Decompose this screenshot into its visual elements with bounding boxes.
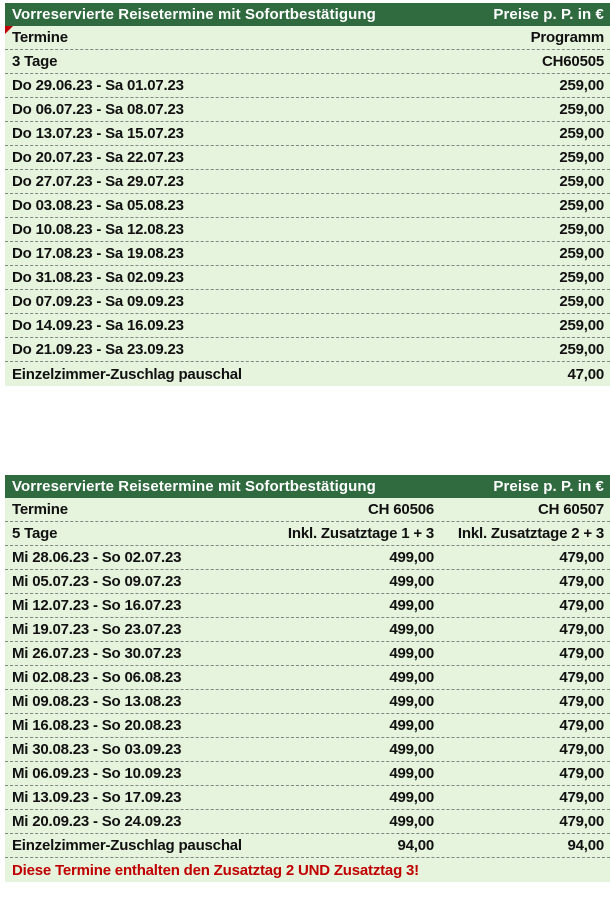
desc-b: Inkl. Zusatztage 2 + 3 [457, 525, 604, 542]
row-dates: Do 21.09.23 - Sa 23.09.23 [12, 341, 184, 358]
row-price: 259,00 [559, 245, 604, 262]
column-header-row [5, 26, 610, 50]
table-title: Vorreservierte Reisetermine mit Sofortbestätigung [12, 478, 376, 495]
row-dates: Do 20.07.23 - Sa 22.07.23 [12, 149, 184, 166]
row-dates: Mi 26.07.23 - So 30.07.23 [12, 645, 182, 662]
surcharge-row [5, 834, 610, 858]
column-header-row [5, 498, 610, 522]
price-table-5-tage [5, 475, 610, 882]
table-row [5, 570, 610, 594]
surcharge-label: Einzelzimmer-Zuschlag pauschal [12, 837, 242, 854]
row-price-b: 479,00 [559, 741, 604, 758]
row-price: 259,00 [559, 221, 604, 238]
surcharge-row [5, 362, 610, 386]
table-header [5, 475, 610, 498]
row-price: 259,00 [559, 269, 604, 286]
row-dates: Mi 19.07.23 - So 23.07.23 [12, 621, 182, 638]
row-dates: Mi 02.08.23 - So 06.08.23 [12, 669, 182, 686]
table-row [5, 122, 610, 146]
row-dates: Mi 13.09.23 - So 17.09.23 [12, 789, 182, 806]
program-code: CH60505 [542, 53, 604, 70]
row-price-a: 499,00 [389, 717, 434, 734]
corner-marker-icon [5, 26, 13, 34]
row-price: 259,00 [559, 101, 604, 118]
desc-a: Inkl. Zusatztage 1 + 3 [287, 525, 434, 542]
row-price: 259,00 [559, 77, 604, 94]
code-b: CH 60507 [538, 501, 604, 518]
row-price-b: 479,00 [559, 813, 604, 830]
date-rows [5, 74, 610, 362]
row-price: 259,00 [559, 341, 604, 358]
row-price-b: 479,00 [559, 621, 604, 638]
row-price-b: 479,00 [559, 789, 604, 806]
price-table-3-tage [5, 3, 610, 386]
row-price: 259,00 [559, 293, 604, 310]
table-row [5, 594, 610, 618]
row-price: 259,00 [559, 125, 604, 142]
col-label: Termine [12, 29, 68, 46]
row-price-a: 499,00 [389, 813, 434, 830]
row-price-a: 499,00 [389, 741, 434, 758]
table-row [5, 218, 610, 242]
row-dates: Do 06.07.23 - Sa 08.07.23 [12, 101, 184, 118]
row-price-a: 499,00 [389, 693, 434, 710]
code-a: CH 60506 [368, 501, 434, 518]
row-dates: Mi 12.07.23 - So 16.07.23 [12, 597, 182, 614]
col-label: Termine [12, 501, 68, 518]
row-price-a: 499,00 [389, 621, 434, 638]
surcharge-b: 94,00 [567, 837, 604, 854]
row-dates: Mi 16.08.23 - So 20.08.23 [12, 717, 182, 734]
surcharge-label: Einzelzimmer-Zuschlag pauschal [12, 365, 242, 383]
row-dates: Mi 28.06.23 - So 02.07.23 [12, 549, 182, 566]
table-row [5, 762, 610, 786]
row-price-a: 499,00 [389, 573, 434, 590]
surcharge-price: 47,00 [567, 365, 604, 383]
date-rows [5, 546, 610, 834]
table-row [5, 786, 610, 810]
row-dates: Do 17.08.23 - Sa 19.08.23 [12, 245, 184, 262]
row-price-a: 499,00 [389, 669, 434, 686]
row-dates: Mi 30.08.23 - So 03.09.23 [12, 741, 182, 758]
row-price: 259,00 [559, 197, 604, 214]
table-row [5, 194, 610, 218]
note-text: Diese Termine enthalten den Zusatztag 2 UND Zusatztag 3! [12, 861, 419, 879]
row-dates: Do 27.07.23 - Sa 29.07.23 [12, 173, 184, 190]
row-price-b: 479,00 [559, 597, 604, 614]
row-price: 259,00 [559, 317, 604, 334]
row-dates: Mi 06.09.23 - So 10.09.23 [12, 765, 182, 782]
table-row [5, 74, 610, 98]
table-row [5, 714, 610, 738]
row-price-b: 479,00 [559, 645, 604, 662]
table-row [5, 146, 610, 170]
duration-row [5, 522, 610, 546]
note-row [5, 858, 610, 882]
table-row [5, 170, 610, 194]
table-row [5, 290, 610, 314]
table-row [5, 314, 610, 338]
col-program: Programm [530, 29, 604, 46]
price-header: Preise p. P. in € [493, 6, 604, 23]
duration: 3 Tage [12, 53, 58, 70]
table-row [5, 266, 610, 290]
table-row [5, 242, 610, 266]
row-price-a: 499,00 [389, 765, 434, 782]
table-row [5, 666, 610, 690]
row-price-b: 479,00 [559, 573, 604, 590]
duration: 5 Tage [12, 525, 58, 542]
table-row [5, 738, 610, 762]
table-row [5, 690, 610, 714]
table-row [5, 338, 610, 362]
table-row [5, 642, 610, 666]
row-dates: Do 14.09.23 - Sa 16.09.23 [12, 317, 184, 334]
price-header: Preise p. P. in € [493, 478, 604, 495]
row-price-a: 499,00 [389, 789, 434, 806]
table-row [5, 98, 610, 122]
duration-row [5, 50, 610, 74]
table-row [5, 810, 610, 834]
row-dates: Do 10.08.23 - Sa 12.08.23 [12, 221, 184, 238]
row-dates: Mi 20.09.23 - So 24.09.23 [12, 813, 182, 830]
surcharge-a: 94,00 [397, 837, 434, 854]
table-row [5, 546, 610, 570]
table-header [5, 3, 610, 26]
row-price-a: 499,00 [389, 645, 434, 662]
row-price-a: 499,00 [389, 597, 434, 614]
table-title: Vorreservierte Reisetermine mit Sofortbestätigung [12, 6, 376, 23]
table-row [5, 618, 610, 642]
row-price-b: 479,00 [559, 693, 604, 710]
row-price-b: 479,00 [559, 669, 604, 686]
row-dates: Mi 09.08.23 - So 13.08.23 [12, 693, 182, 710]
row-dates: Do 03.08.23 - Sa 05.08.23 [12, 197, 184, 214]
row-dates: Do 29.06.23 - Sa 01.07.23 [12, 77, 184, 94]
row-dates: Do 13.07.23 - Sa 15.07.23 [12, 125, 184, 142]
row-price-b: 479,00 [559, 549, 604, 566]
row-price: 259,00 [559, 173, 604, 190]
row-dates: Do 31.08.23 - Sa 02.09.23 [12, 269, 184, 286]
row-price: 259,00 [559, 149, 604, 166]
row-price-b: 479,00 [559, 765, 604, 782]
row-price-a: 499,00 [389, 549, 434, 566]
row-dates: Do 07.09.23 - Sa 09.09.23 [12, 293, 184, 310]
row-dates: Mi 05.07.23 - So 09.07.23 [12, 573, 182, 590]
row-price-b: 479,00 [559, 717, 604, 734]
